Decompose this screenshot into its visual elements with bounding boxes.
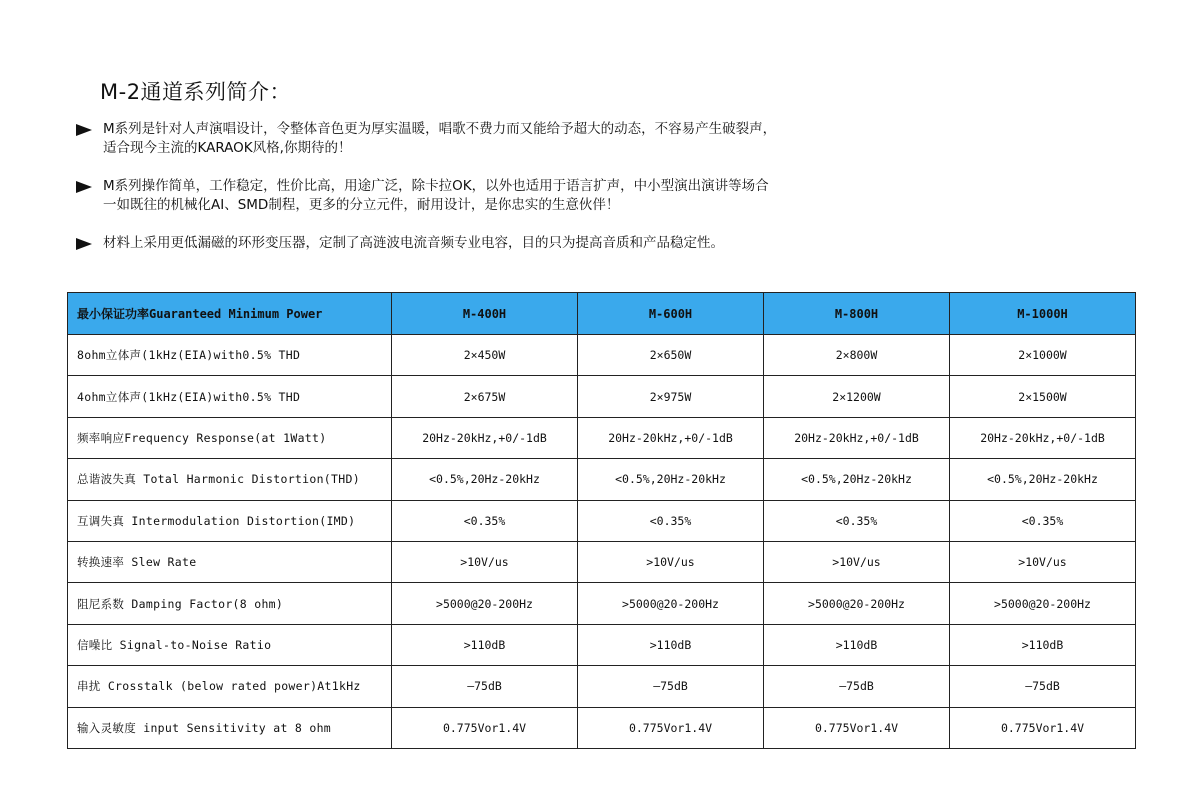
table-cell: —75dB [392,666,578,707]
header-power-label: 最小保证功率Guaranteed Minimum Power [68,293,392,335]
header-model-m400h: M-400H [392,293,578,335]
row-label: 信噪比 Signal-to-Noise Ratio [68,624,392,665]
table-cell: 0.775Vor1.4V [764,707,950,748]
table-cell: —75dB [578,666,764,707]
header-model-m1000h: M-1000H [950,293,1136,335]
table-cell: 2×800W [764,335,950,376]
intro-item [76,120,776,158]
row-label: 互调失真 Intermodulation Distortion(IMD) [68,500,392,541]
table-cell: 2×975W [578,376,764,417]
table-cell: <0.35% [950,500,1136,541]
table-cell: <0.5%,20Hz-20kHz [764,459,950,500]
row-label: 总谐波失真 Total Harmonic Distortion(THD) [68,459,392,500]
triangle-bullet-icon [76,181,92,193]
table-cell: >110dB [950,624,1136,665]
table-cell: 0.775Vor1.4V [392,707,578,748]
row-label: 8ohm立体声(1kHz(EIA)with0.5% THD [68,335,392,376]
table-cell: >10V/us [764,541,950,582]
table-cell: 2×1000W [950,335,1136,376]
intro-line: 一如既往的机械化AI、SMD制程，更多的分立元件，耐用设计，是你忠实的生意伙伴！ [103,197,620,213]
table-cell: <0.35% [392,500,578,541]
table-cell: 20Hz-20kHz,+0/-1dB [950,417,1136,458]
row-label: 4ohm立体声(1kHz(EIA)with0.5% THD [68,376,392,417]
header-model-m800h: M-800H [764,293,950,335]
table-cell: >110dB [764,624,950,665]
table-row [68,541,1136,582]
row-label: 频率响应Frequency Response(at 1Watt) [68,417,392,458]
table-cell: >5000@20-200Hz [950,583,1136,624]
intro-line: 材料上采用更低漏磁的环形变压器，定制了高涟波电流音频专业电容，目的只为提高音质和产品稳定性。 [103,235,724,251]
table-cell: >5000@20-200Hz [764,583,950,624]
table-cell: >10V/us [392,541,578,582]
table-cell: 2×675W [392,376,578,417]
table-cell: 0.775Vor1.4V [578,707,764,748]
table-cell: <0.35% [578,500,764,541]
table-cell: >5000@20-200Hz [578,583,764,624]
table-row [68,335,1136,376]
table-cell: >10V/us [950,541,1136,582]
table-cell: <0.5%,20Hz-20kHz [950,459,1136,500]
table-cell: <0.5%,20Hz-20kHz [578,459,764,500]
intro-line: 适合现今主流的KARAOK风格,你期待的！ [103,140,352,156]
table-row [68,459,1136,500]
intro-item [76,177,769,215]
table-cell: >10V/us [578,541,764,582]
table-row [68,500,1136,541]
triangle-bullet-icon [76,124,92,136]
table-row [68,583,1136,624]
table-row [68,417,1136,458]
table-cell: 20Hz-20kHz,+0/-1dB [764,417,950,458]
row-label: 转换速率 Slew Rate [68,541,392,582]
table-row [68,707,1136,748]
triangle-bullet-icon [76,238,92,250]
table-cell: 20Hz-20kHz,+0/-1dB [392,417,578,458]
header-model-m600h: M-600H [578,293,764,335]
table-cell: >110dB [392,624,578,665]
row-label: 阻尼系数 Damping Factor(8 ohm) [68,583,392,624]
intro-line: M系列操作简单，工作稳定，性价比高，用途广泛，除卡拉OK，以外也适用于语言扩声，中小型演出演讲等场合 [103,178,769,194]
table-cell: 2×650W [578,335,764,376]
table-row [68,666,1136,707]
table-cell: 2×1500W [950,376,1136,417]
table-cell: 0.775Vor1.4V [950,707,1136,748]
table-cell: 20Hz-20kHz,+0/-1dB [578,417,764,458]
table-cell: 2×450W [392,335,578,376]
table-row [68,376,1136,417]
table-header-row [68,293,1136,335]
table-cell: <0.5%,20Hz-20kHz [392,459,578,500]
table-cell: —75dB [950,666,1136,707]
table-cell: 2×1200W [764,376,950,417]
row-label: 输入灵敏度 input Sensitivity at 8 ohm [68,707,392,748]
table-row [68,624,1136,665]
table-cell: >5000@20-200Hz [392,583,578,624]
page-title: M-2通道系列简介： [100,80,292,104]
spec-table [67,292,1136,749]
intro-line: M系列是针对人声演唱设计，令整体音色更为厚实温暖，唱歌不费力而又能给予超大的动态，不容易产生破裂声， [103,121,777,137]
table-cell: >110dB [578,624,764,665]
row-label: 串扰 Crosstalk (below rated power)At1kHz [68,666,392,707]
intro-item [76,234,724,253]
table-cell: <0.35% [764,500,950,541]
table-cell: —75dB [764,666,950,707]
